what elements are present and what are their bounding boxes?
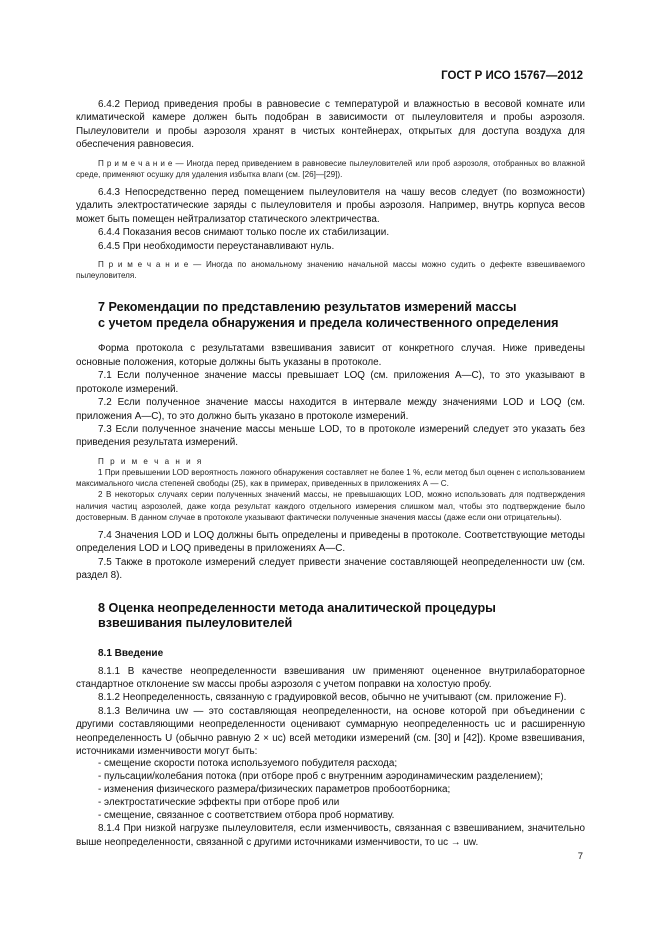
section-7-heading	[76, 300, 585, 331]
section-title-line: 7 Рекомендации по представлению результатов измерений массы	[98, 300, 517, 315]
paragraph-8-1-2: 8.1.2 Неопределенность, связанную с градуировкой весов, обычно не учитывают (см. приложение F).	[98, 692, 567, 704]
subsection-8-1-title: 8.1 Введение	[98, 647, 164, 659]
paragraph-8-1-3: 8.1.3 Величина uw — это составляющая неопределенности, на основе которой при объединении с другими составляющими неопределенности оценивают суммарную неопределенность uc и расширенную неопределенность U (обычно равную 2 × uc) всей методики измерений (см. [30] и [42]). Кроме взвешивания, источниками изменчивости могут быть:	[76, 705, 585, 757]
note: П р и м е ч а н и е — Иногда по аномальному значению начальной массы можно судить о дефекте взвешиваемого пылеуловителя.	[76, 260, 585, 281]
paragraph-7-2: 7.2 Если полученное значение массы находится в интервале между значениями LOD и LOQ (см. приложения А—С), то это должно быть указано в протоколе измерений.	[76, 397, 585, 422]
paragraph-8-1-1: 8.1.1 В качестве неопределенности взвешивания uw применяют оцененное внутрилабораторное стандартное отклонение sw массы пробы аэрозоля с учетом поправки на холостую пробу.	[76, 665, 585, 690]
section-title-line: взвешивания пылеуловителей	[98, 616, 293, 631]
standard-header: ГОСТ Р ИСО 15767—2012	[441, 70, 583, 82]
page-number: 7	[577, 851, 583, 862]
paragraph-8-1-4: 8.1.4 При низкой нагрузке пылеуловителя, если изменчивость, связанная с взвешиванием, значительно выше неопределенности, связанной с другими источниками изменчивости, то uc → uw.	[76, 823, 585, 848]
note: П р и м е ч а н и е — Иногда перед приведением в равновесие пылеуловителей или проб аэрозоля, отобранных во влажной среде, применяют осушку для удаления избытка влаги (см. [26]—[29]).	[76, 158, 585, 179]
section-8-heading	[76, 601, 585, 632]
variability-sources-list	[76, 758, 585, 822]
paragraph-7-3: 7.3 Если полученное значение массы меньше LOD, то в протоколе измерений следует это указать без приведения результата измерений.	[76, 423, 585, 449]
notes-heading: П р и м е ч а н и я	[98, 456, 204, 466]
list-item: - электростатические эффекты при отборе проб или	[98, 796, 340, 808]
section-title-line: с учетом предела обнаружения и предела количественного определения	[98, 315, 559, 330]
paragraph-7-5: 7.5 Также в протоколе измерений следует привести значение составляющей неопределенности uw (см. раздел 8).	[76, 556, 585, 582]
note-7-2: 2 В некоторых случаях серии полученных значений массы, не превышающих LOD, можно использовать для подтверждения наличия частиц аэрозолей, даже когда результат каждого отдельного измерения слишком мал, чтобы это подтверждение было достоверным. В данном случае в протоколе указывают фактически полученные значения массы (даже если они отрицательны).	[76, 490, 585, 522]
paragraph-6-4-5: 6.4.5 При необходимости переустанавливают нуль.	[98, 240, 335, 252]
paragraph-6-4-2: 6.4.2 Период приведения пробы в равновесие с температурой и влажностью в весовой комнате или климатической камере должен быть подобран в зависимости от пылеуловителя и пробы аэрозоля. Пылеуловители и пробы аэрозоля хранят в чистых контейнерах, открытых для доступа воздуха для обеспечения равновесия.	[76, 99, 585, 151]
paragraph-6-4-4: 6.4.4 Показания весов снимают только после их стабилизации.	[98, 227, 390, 239]
paragraph-7-1: 7.1 Если полученное значение массы превышает LOQ (см. приложения А—С), то это указывают в протоколе измерений.	[76, 370, 585, 395]
list-item: - пульсации/колебания потока (при отборе проб с внутренним аэродинамическим разделением);	[98, 771, 543, 783]
paragraph-6-4-3: 6.4.3 Непосредственно перед помещением пылеуловителя на чашу весов следует (по возможности) удалить электростатические заряды с пылеуловителя и пробы аэрозоля. Например, внутрь корпуса весов может быть помещен нейтрализатор статического электричества.	[76, 187, 585, 225]
list-item: - смещение, связанное с соответствием отбора проб нормативу.	[98, 809, 395, 821]
list-item: - изменения физического размера/физических параметров пробоотборника;	[98, 784, 451, 795]
page-body	[76, 98, 585, 849]
section-title-line: 8 Оценка неопределенности метода аналитической процедуры	[98, 600, 496, 615]
note-7-1: 1 При превышении LOD вероятность ложного обнаружения составляет не более 1 %, если метод был оценен с использованием максимального числа степеней свободы (25), как в примерах, приведенных в приложениях А — С.	[76, 467, 585, 489]
list-item: - смещение скорости потока используемого побудителя расхода;	[98, 758, 398, 770]
paragraph-7-4: 7.4 Значения LOD и LOQ должны быть определены и приведены в протоколе. Соответствующие методы определения LOD и LOQ приведены в приложениях А—С.	[76, 529, 585, 555]
section-7-intro: Форма протокола с результатами взвешивания зависит от конкретного случая. Ниже приведены основные положения, которые должны быть указаны в протоколе.	[76, 343, 585, 368]
